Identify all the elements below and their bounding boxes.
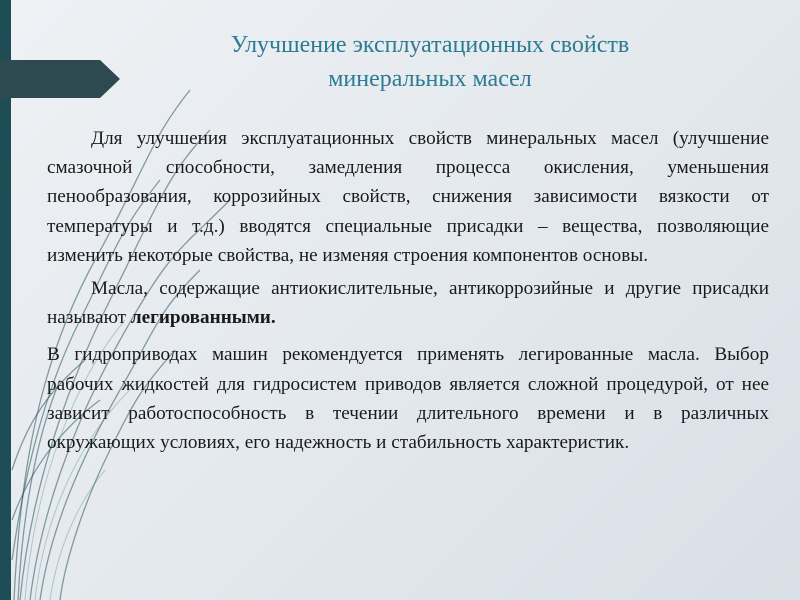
title-arrow-shape	[0, 60, 120, 98]
paragraph-alloyed-oils	[47, 274, 769, 332]
slide-body	[47, 124, 769, 457]
paragraph-alloyed-oils-text: Масла, содержащие антиокислительные, антикоррозийные и другие присадки называют	[47, 278, 769, 329]
paragraph-additives: Для улучшения эксплуатационных свойств минеральных масел (улучшение смазочной способности, замедления процесса окисления, уменьшения пенообразования, коррозийных свойств, снижения зависимости вязкости от температуры и т.д.) вводятся специальные присадки – вещества, позволяющие изменить некоторые свойства, не изменяя строения компонентов основы.	[47, 128, 769, 266]
alloyed-term: легированными.	[130, 307, 276, 329]
paragraph-hydraulics: В гидроприводах машин рекомендуется применять легированные масла. Выбор рабочих жидкостей для гидросистем приводов является сложной процедурой, от нее зависит работоспособность в течении длительного времени и в различных окружающих условиях, его надежность и стабильность характеристик.	[47, 344, 769, 454]
slide-title: Улучшение эксплуатационных свойств минеральных масел	[230, 32, 630, 92]
